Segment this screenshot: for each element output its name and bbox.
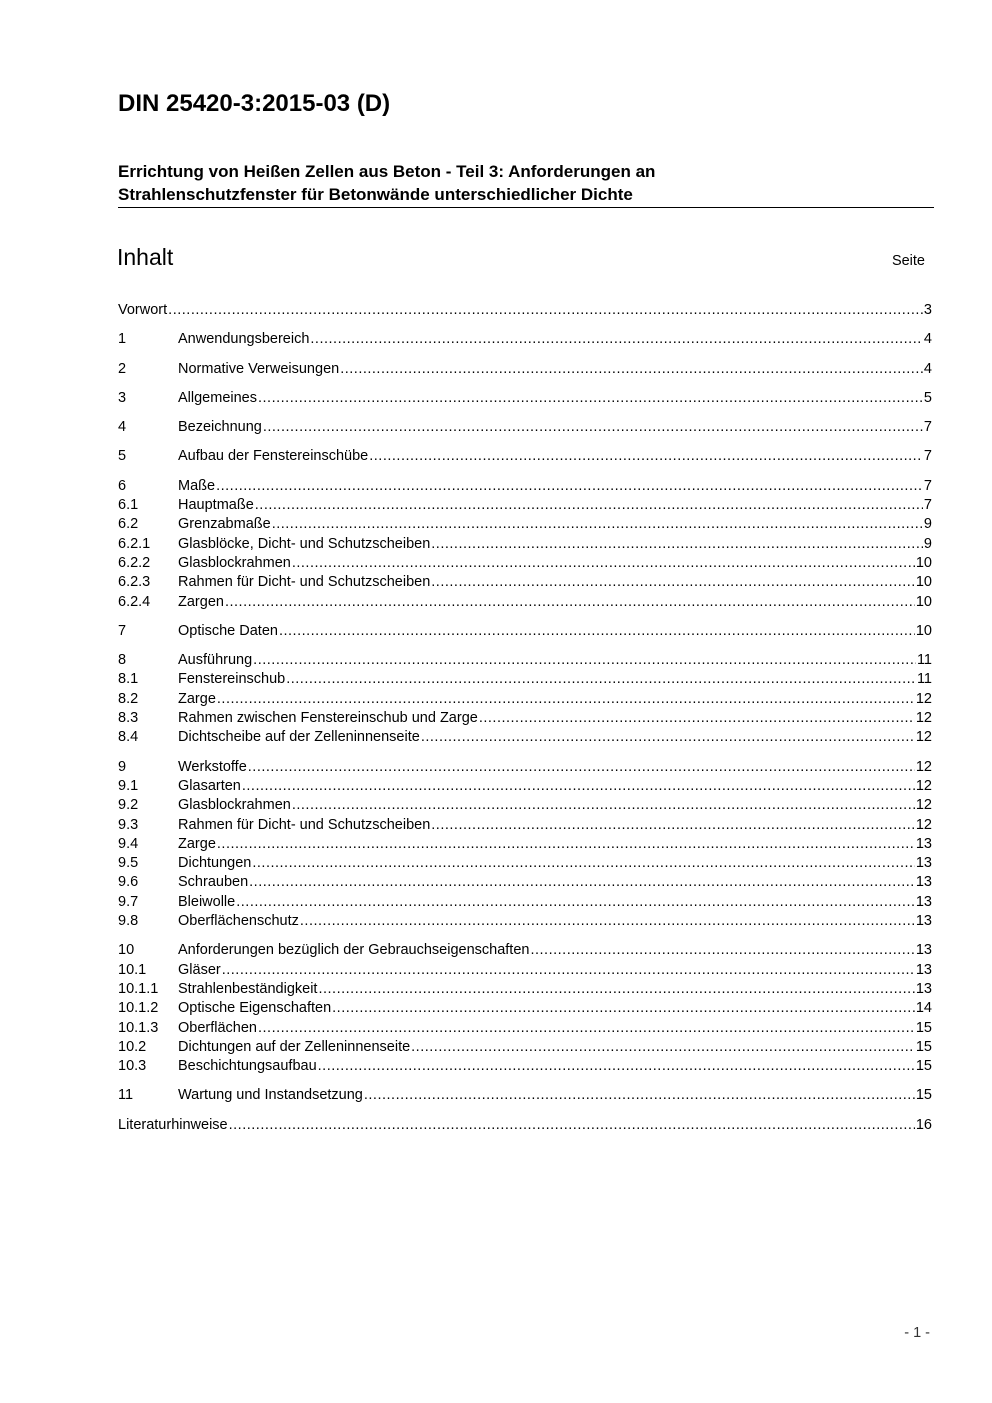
toc-entry-title: Zargen bbox=[178, 593, 224, 610]
toc-entry[interactable] bbox=[118, 535, 932, 554]
toc-entry[interactable] bbox=[118, 515, 932, 534]
toc-entry-number: 1 bbox=[118, 331, 127, 348]
toc-leader-dots bbox=[252, 854, 915, 873]
toc-entry[interactable] bbox=[118, 554, 932, 573]
toc-entry-number: 6.2 bbox=[118, 516, 139, 533]
toc-entry-title: Grenzabmaße bbox=[178, 516, 271, 533]
toc-entry-page: 13 bbox=[915, 874, 932, 891]
toc-entry-page: 10 bbox=[915, 622, 932, 639]
toc-entry[interactable] bbox=[118, 1019, 932, 1038]
toc-entry[interactable] bbox=[118, 418, 932, 437]
toc-entry-number: 10 bbox=[118, 942, 135, 959]
toc-leader-dots bbox=[258, 389, 923, 408]
toc-entry[interactable] bbox=[118, 758, 932, 777]
toc-entry[interactable] bbox=[118, 1057, 932, 1076]
toc-entry[interactable] bbox=[118, 593, 932, 612]
toc-entry-page: 15 bbox=[915, 1038, 932, 1055]
toc-entry-title: Allgemeines bbox=[178, 389, 257, 406]
toc-entry-number: 9.4 bbox=[118, 835, 139, 852]
toc-leader-dots bbox=[236, 893, 915, 912]
toc-entry[interactable] bbox=[118, 873, 932, 892]
toc-entry-number: 10.1.3 bbox=[118, 1019, 159, 1036]
toc-entry[interactable] bbox=[118, 980, 932, 999]
toc-entry-number: 7 bbox=[118, 622, 127, 639]
toc-entry-title: Beschichtungsaufbau bbox=[178, 1058, 317, 1075]
toc-entry-number: 10.2 bbox=[118, 1038, 147, 1055]
toc-entry-page: 16 bbox=[915, 1116, 932, 1133]
toc-entry-page: 9 bbox=[923, 516, 932, 533]
toc-entry[interactable] bbox=[118, 893, 932, 912]
toc-leader-dots bbox=[263, 418, 923, 437]
toc-leader-dots bbox=[369, 447, 923, 466]
toc-entry[interactable] bbox=[118, 999, 932, 1018]
toc-entry-page: 12 bbox=[915, 797, 932, 814]
toc-entry-title: Oberflächen bbox=[178, 1019, 257, 1036]
toc-leader-dots bbox=[286, 670, 916, 689]
toc-entry-page: 15 bbox=[915, 1019, 932, 1036]
toc-entry-title: Strahlenbeständigkeit bbox=[178, 980, 318, 997]
toc-entry-title: Literaturhinweise bbox=[118, 1116, 228, 1133]
toc-entry[interactable] bbox=[118, 1038, 932, 1057]
toc-entry-page: 10 bbox=[915, 554, 932, 571]
toc-entry-number: 6.2.4 bbox=[118, 593, 151, 610]
toc-entry-title: Zarge bbox=[178, 835, 216, 852]
toc-leader-dots bbox=[217, 690, 915, 709]
toc-entry-title: Glasblockrahmen bbox=[178, 554, 291, 571]
toc-entry-number: 8 bbox=[118, 652, 127, 669]
toc-entry-page: 12 bbox=[915, 690, 932, 707]
document-id: DIN 25420-3:2015-03 (D) bbox=[118, 90, 391, 117]
toc-entry-page: 13 bbox=[915, 961, 932, 978]
toc-leader-dots bbox=[168, 301, 923, 320]
toc-entry[interactable] bbox=[118, 709, 932, 728]
toc-leader-dots bbox=[332, 999, 915, 1018]
toc-entry[interactable] bbox=[118, 622, 932, 641]
toc-entry-page: 5 bbox=[923, 389, 932, 406]
toc-entry-page: 9 bbox=[923, 535, 932, 552]
toc-leader-dots bbox=[248, 758, 915, 777]
toc-entry-number: 9.3 bbox=[118, 816, 139, 833]
toc-leader-dots bbox=[340, 360, 923, 379]
toc-entry-number: 9.5 bbox=[118, 855, 139, 872]
toc-entry-number: 9.8 bbox=[118, 913, 139, 930]
toc-entry-number: 6.1 bbox=[118, 497, 139, 514]
toc-entry-page: 13 bbox=[915, 893, 932, 910]
toc-heading: Inhalt bbox=[117, 244, 174, 270]
toc-entry[interactable] bbox=[118, 961, 932, 980]
toc-entry-number: 5 bbox=[118, 448, 127, 465]
toc-entry-title: Vorwort bbox=[118, 302, 168, 318]
toc-entry[interactable] bbox=[118, 496, 932, 515]
toc-entry-title: Aufbau der Fenstereinschübe bbox=[178, 448, 369, 465]
toc-entry-title: Maße bbox=[178, 477, 216, 494]
toc-entry-number: 9.2 bbox=[118, 797, 139, 814]
toc-entry-title: Wartung und Instandsetzung bbox=[178, 1087, 363, 1104]
toc-leader-dots bbox=[292, 796, 915, 815]
toc-entry-page: 13 bbox=[915, 855, 932, 872]
toc-entry-title: Bezeichnung bbox=[178, 419, 262, 436]
toc-leader-dots bbox=[318, 1057, 915, 1076]
toc-entry-page: 10 bbox=[915, 593, 932, 610]
toc-entry-number: 6.2.2 bbox=[118, 554, 151, 571]
toc-entry[interactable] bbox=[118, 447, 932, 466]
toc-leader-dots bbox=[229, 1116, 915, 1135]
toc-leader-dots bbox=[242, 777, 915, 796]
toc-entry[interactable] bbox=[118, 330, 932, 349]
toc-entry[interactable] bbox=[118, 670, 932, 689]
toc-entry-number: 9.7 bbox=[118, 893, 139, 910]
toc-leader-dots bbox=[411, 1038, 915, 1057]
toc-entry-page: 12 bbox=[915, 729, 932, 746]
toc-entry-title: Glasblöcke, Dicht- und Schutzscheiben bbox=[178, 535, 431, 552]
toc-entry-page: 10 bbox=[915, 574, 932, 591]
toc-entry-number: 8.1 bbox=[118, 671, 139, 688]
toc-entry-title: Schrauben bbox=[178, 874, 249, 891]
toc-leader-dots bbox=[258, 1019, 915, 1038]
toc-entry[interactable] bbox=[118, 728, 932, 747]
toc-entry-title: Glasblockrahmen bbox=[178, 797, 291, 814]
toc-entry-title: Hauptmaße bbox=[178, 497, 254, 514]
page-number: - 1 - bbox=[904, 1325, 930, 1341]
toc-entry-number: 8.3 bbox=[118, 710, 139, 727]
toc-entry[interactable] bbox=[118, 854, 932, 873]
toc-entry-number: 10.1.2 bbox=[118, 1000, 159, 1017]
toc-entry[interactable] bbox=[118, 816, 932, 835]
toc-entry[interactable] bbox=[118, 389, 932, 408]
toc-entry-number: 3 bbox=[118, 389, 127, 406]
toc-entry-page: 11 bbox=[916, 671, 932, 688]
toc-leader-dots bbox=[431, 816, 915, 835]
toc-entry[interactable] bbox=[118, 796, 932, 815]
toc-entry-title: Oberflächenschutz bbox=[178, 913, 299, 930]
toc-entry-number: 6.2.3 bbox=[118, 574, 151, 591]
toc-entry-page: 14 bbox=[915, 1000, 932, 1017]
toc-entry-title: Anwendungsbereich bbox=[178, 331, 310, 348]
toc-entry-title: Anforderungen bezüglich der Gebrauchseigenschaften bbox=[178, 942, 530, 959]
toc-entry[interactable] bbox=[118, 573, 932, 592]
toc-entry-title: Optische Daten bbox=[178, 622, 278, 639]
toc-entry-page: 13 bbox=[915, 980, 932, 997]
toc-entry-number: 11 bbox=[118, 1087, 134, 1104]
toc-leader-dots bbox=[318, 980, 914, 999]
toc-entry[interactable] bbox=[118, 301, 932, 320]
toc-entry-page: 4 bbox=[923, 331, 932, 348]
subtitle-line-2: Strahlenschutzfenster für Betonwände unterschiedlicher Dichte bbox=[118, 185, 633, 204]
toc-entry-page: 13 bbox=[915, 835, 932, 852]
document-subtitle bbox=[118, 160, 934, 208]
toc-entry-title: Normative Verweisungen bbox=[178, 360, 340, 377]
toc-entry-title: Glasarten bbox=[178, 777, 241, 794]
toc-entry-title: Dichtscheibe auf der Zelleninnenseite bbox=[178, 729, 420, 746]
toc-entry[interactable] bbox=[118, 941, 932, 960]
toc-entry-page: 12 bbox=[915, 758, 932, 775]
toc-entry-page: 11 bbox=[916, 652, 932, 669]
toc-entry-page: 7 bbox=[923, 419, 932, 436]
toc-leader-dots bbox=[431, 535, 923, 554]
toc-entry-number: 10.1 bbox=[118, 961, 147, 978]
toc-page-label: Seite bbox=[891, 253, 925, 269]
toc-entry-number: 2 bbox=[118, 360, 127, 377]
toc-entry-page: 4 bbox=[923, 360, 932, 377]
toc-entry-number: 4 bbox=[118, 419, 127, 436]
toc-leader-dots bbox=[225, 593, 915, 612]
toc-leader-dots bbox=[253, 651, 916, 670]
toc-leader-dots bbox=[255, 496, 923, 515]
toc-entry-page: 13 bbox=[915, 942, 932, 959]
toc-entry[interactable] bbox=[118, 777, 932, 796]
toc-leader-dots bbox=[249, 873, 915, 892]
toc-leader-dots bbox=[292, 554, 915, 573]
toc-leader-dots bbox=[217, 835, 915, 854]
toc-entry[interactable] bbox=[118, 477, 932, 496]
toc-entry-title: Zarge bbox=[178, 690, 216, 707]
toc-entry-title: Dichtungen bbox=[178, 855, 252, 872]
toc-entry[interactable] bbox=[118, 651, 932, 670]
toc-entry-page: 15 bbox=[915, 1058, 932, 1075]
toc-entry-title: Rahmen für Dicht- und Schutzscheiben bbox=[178, 816, 431, 833]
toc-entry-title: Dichtungen auf der Zelleninnenseite bbox=[178, 1038, 411, 1055]
toc-entry-number: 6.2.1 bbox=[118, 535, 151, 552]
toc-entry-number: 8.4 bbox=[118, 729, 139, 746]
toc-entry[interactable] bbox=[118, 835, 932, 854]
toc-entry-number: 8.2 bbox=[118, 690, 139, 707]
toc-entry-page: 12 bbox=[915, 777, 932, 794]
toc-leader-dots bbox=[310, 330, 923, 349]
toc-entry-page: 7 bbox=[923, 477, 932, 494]
toc-leader-dots bbox=[479, 709, 915, 728]
table-of-contents bbox=[118, 301, 932, 1135]
toc-leader-dots bbox=[364, 1086, 915, 1105]
toc-entry[interactable] bbox=[118, 912, 932, 931]
toc-entry-title: Gläser bbox=[178, 961, 221, 978]
toc-entry-number: 9 bbox=[118, 758, 127, 775]
toc-entry-title: Bleiwolle bbox=[178, 893, 236, 910]
toc-entry-page: 7 bbox=[923, 497, 932, 514]
toc-entry-title: Ausführung bbox=[178, 652, 253, 669]
toc-entry-number: 10.3 bbox=[118, 1058, 147, 1075]
toc-leader-dots bbox=[421, 728, 915, 747]
toc-entry-page: 12 bbox=[915, 816, 932, 833]
toc-entry-page: 13 bbox=[915, 913, 932, 930]
toc-entry-number: 9.6 bbox=[118, 874, 139, 891]
toc-entry-number: 9.1 bbox=[118, 777, 139, 794]
toc-entry-title: Werkstoffe bbox=[178, 758, 247, 775]
toc-entry[interactable] bbox=[118, 1086, 932, 1105]
toc-entry-page: 3 bbox=[923, 302, 932, 318]
toc-entry-page: 12 bbox=[915, 710, 932, 727]
toc-entry-title: Fenstereinschub bbox=[178, 671, 286, 688]
toc-entry-title: Rahmen zwischen Fenstereinschub und Zarge bbox=[178, 710, 478, 727]
subtitle-line-1: Errichtung von Heißen Zellen aus Beton - Teil 3: Anforderungen an bbox=[118, 162, 656, 181]
toc-leader-dots bbox=[279, 622, 915, 641]
toc-entry-page: 7 bbox=[923, 448, 932, 465]
toc-leader-dots bbox=[222, 961, 915, 980]
toc-entry-title: Rahmen für Dicht- und Schutzscheiben bbox=[178, 574, 431, 591]
toc-entry[interactable] bbox=[118, 360, 932, 379]
toc-leader-dots bbox=[216, 477, 923, 496]
toc-entry-number: 6 bbox=[118, 477, 127, 494]
toc-leader-dots bbox=[272, 515, 923, 534]
toc-entry-page: 15 bbox=[915, 1087, 932, 1104]
toc-entry-number: 10.1.1 bbox=[118, 980, 159, 997]
toc-entry[interactable] bbox=[118, 1116, 932, 1135]
toc-entry[interactable] bbox=[118, 690, 932, 709]
toc-entry-title: Optische Eigenschaften bbox=[178, 1000, 332, 1017]
toc-leader-dots bbox=[431, 573, 915, 592]
toc-leader-dots bbox=[530, 941, 914, 960]
toc-leader-dots bbox=[300, 912, 915, 931]
